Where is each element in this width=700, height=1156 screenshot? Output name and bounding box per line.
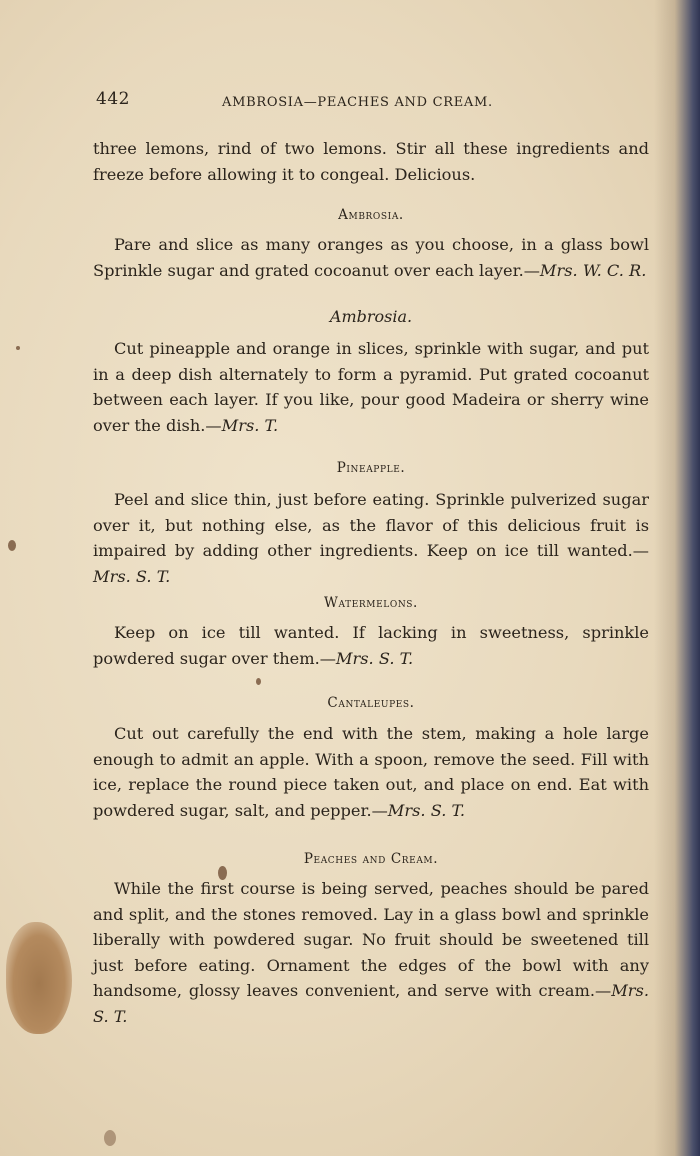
recipe-body xyxy=(93,136,649,187)
recipe-text: Pare and slice as many oranges as you choose, in a glass bowl Sprinkle sugar and grated cocoanut over each layer.— xyxy=(93,235,649,280)
recipe-text: three lemons, rind of two lemons. Stir all these ingredients and freeze before allowing it to congeal. Delicious. xyxy=(93,139,649,184)
recipe-body xyxy=(93,232,649,283)
recipe-title: Watermelons. xyxy=(324,595,418,611)
stain-spot xyxy=(16,346,20,350)
recipe-text: Peel and slice thin, just before eating. Sprinkle pulverized sugar over it, but nothing else, as the flavor of this delicious fruit is impaired by adding other ingredients. Keep on ice till wanted.— xyxy=(93,490,649,560)
stain-spot xyxy=(104,1130,116,1146)
stain-spot xyxy=(8,540,16,551)
recipe-title: Peaches and Cream. xyxy=(303,851,439,867)
recipe-signature: Mrs. S. T. xyxy=(335,648,414,668)
recipe-signature: Mrs. S. T. xyxy=(387,800,466,820)
recipe-body xyxy=(93,876,649,1029)
recipe-title: Cantaleupes. xyxy=(327,695,415,711)
recipe-text: Cut out carefully the end with the stem, making a hole large enough to admit an apple. With a spoon, remove the seed. Fill with ice, replace the round piece taken out, and place on end. Eat with powdered sugar, salt, and pepper.— xyxy=(93,724,649,820)
recipe-signature: Mrs. T. xyxy=(221,415,279,435)
stain-spot xyxy=(256,678,261,685)
page-edge-shadow xyxy=(654,0,700,1156)
stain-mark xyxy=(6,922,72,1034)
recipe-body xyxy=(93,721,649,823)
recipe-text: Keep on ice till wanted. If lacking in sweetness, sprinkle powdered sugar over them.— xyxy=(93,623,649,668)
page-number: 442 xyxy=(96,89,130,109)
recipe-body xyxy=(93,336,649,438)
running-head: AMBROSIA—PEACHES AND CREAM. xyxy=(222,95,493,110)
recipe-signature: Mrs. W. C. R. xyxy=(539,260,647,280)
recipe-signature: Mrs. S. T. xyxy=(93,566,171,586)
recipe-title: Pineapple. xyxy=(336,460,406,476)
recipe-body xyxy=(93,487,649,589)
recipe-title: Ambrosia. xyxy=(338,207,404,223)
recipe-title: Ambrosia. xyxy=(329,307,413,326)
recipe-signature: Mrs. S. T. xyxy=(93,981,649,1026)
recipe-body xyxy=(93,620,649,671)
recipe-text: While the first course is being served, peaches should be pared and split, and the stones removed. Lay in a glass bowl and sprinkle liberally with powdered sugar. No fruit should be sweetened till just before eating. Ornament the edges of the bowl with any handsome, glossy leaves convenient, and serve with cream.— xyxy=(93,879,649,1000)
recipe-text: Cut pineapple and orange in slices, sprinkle with sugar, and put in a deep dish alternately to form a pyramid. Put grated cocoanut between each layer. If you like, pour good Madeira or sherry wine over the dish.— xyxy=(93,339,649,435)
